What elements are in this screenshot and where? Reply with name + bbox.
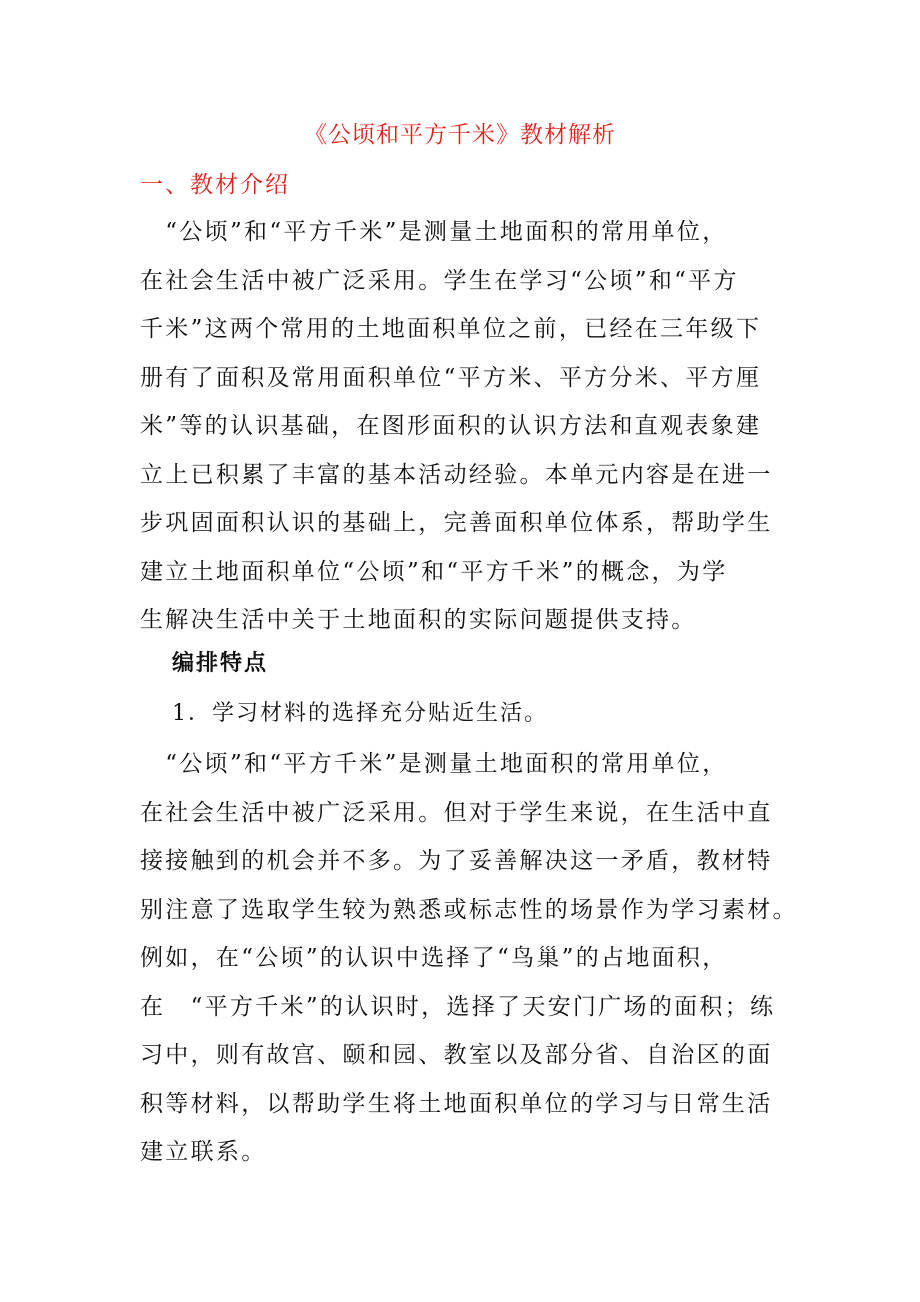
paragraph-line: 建立土地面积单位“公顷”和“平方千米”的概念，为学 xyxy=(140,558,728,585)
paragraph-line: 千米”这两个常用的土地面积单位之前，已经在三年级下 xyxy=(140,316,762,342)
paragraph-line: 在 “平方千米”的认识时，选择了天安门广场的面积；练 xyxy=(140,993,776,1020)
paragraph-line: “公顷”和“平方千米”是测量土地面积的常用单位， xyxy=(140,751,728,777)
paragraph-materials xyxy=(140,740,798,1177)
paragraph-line: 积等材料，以帮助学生将土地面积单位的学习与日常生活 xyxy=(140,1090,773,1117)
paragraph-line: 册有了面积及常用面积单位“平方米、平方分米、平方厘 xyxy=(140,364,762,391)
document-title: 《公顷和平方千米》教材解析 xyxy=(304,122,616,148)
paragraph-line: 步巩固面积认识的基础上，完善面积单位体系，帮助学生 xyxy=(140,510,773,536)
section-heading-introduction: 一、教材介绍 xyxy=(140,172,290,198)
paragraph-line: 接接触到的机会并不多。为了妥善解决这一矛盾，教材特 xyxy=(140,848,773,874)
paragraph-line: 建立联系。 xyxy=(140,1139,267,1165)
paragraph-line: 在社会生活中被广泛采用。但对于学生来说，在生活中直 xyxy=(140,799,773,826)
subheading-arrangement-features: 编排特点 xyxy=(172,650,269,676)
paragraph-line: 例如，在“公顷”的认识中选择了“鸟巢”的占地面积， xyxy=(140,945,728,971)
paragraph-line: 生解决生活中关于土地面积的实际问题提供支持。 xyxy=(140,607,697,633)
paragraph-line: 立上已积累了丰富的基本活动经验。本单元内容是在进一 xyxy=(140,461,773,488)
paragraph-line: 习中，则有故宫、颐和园、教室以及部分省、自治区的面 xyxy=(140,1042,773,1068)
paragraph-introduction xyxy=(140,208,790,645)
paragraph-line: 在社会生活中被广泛采用。学生在学习“公顷”和“平方 xyxy=(140,267,739,294)
paragraph-line: “公顷”和“平方千米”是测量土地面积的常用单位， xyxy=(140,219,728,245)
paragraph-line: 米”等的认识基础，在图形面积的认识方法和直观表象建 xyxy=(140,413,762,439)
list-item-1: 1．学习材料的选择充分贴近生活。 xyxy=(172,701,548,726)
paragraph-line: 别注意了选取学生较为熟悉或标志性的场景作为学习素材。 xyxy=(140,896,798,923)
